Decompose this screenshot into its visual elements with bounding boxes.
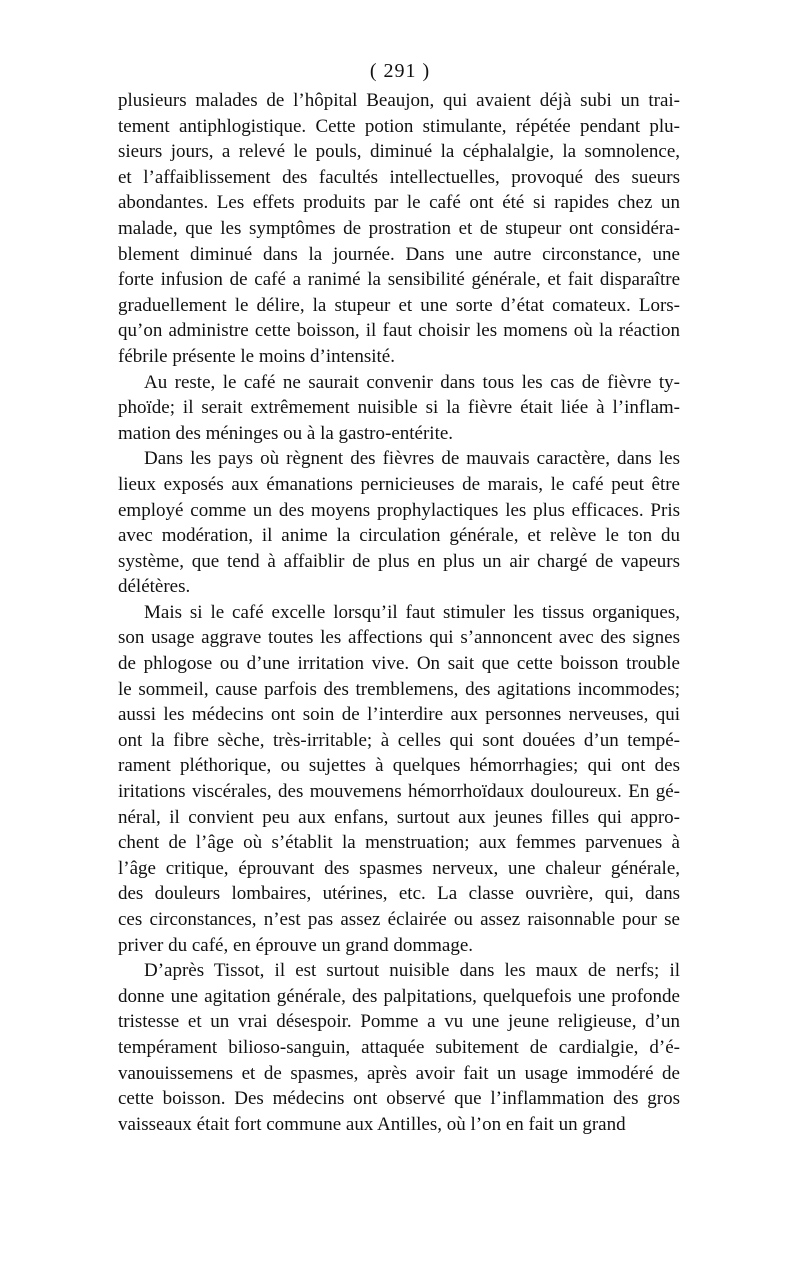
text-line: Dans les pays où règnent des fièvres de mauvais caractère, dans les <box>144 448 680 470</box>
text-line: employé comme un des moyens prophylactiques les plus efficaces. Pris <box>118 499 680 521</box>
paragraph <box>118 600 680 958</box>
text-line: l’âge critique, éprouvant des spasmes nerveux, une chaleur générale, <box>118 857 680 879</box>
text-line: D’après Tissot, il est surtout nuisible dans les maux de nerfs; il <box>144 960 680 982</box>
text-line: cette boisson. Des médecins ont observé que l’inflammation des gros <box>118 1088 680 1110</box>
text-line: Mais si le café excelle lorsqu’il faut stimuler les tissus organiques, <box>144 601 680 623</box>
text-line: avec modération, il anime la circulation générale, et relève le ton du <box>118 525 680 547</box>
text-line: plusieurs malades de l’hôpital Beaujon, qui avaient déjà subi un trai- <box>118 90 680 111</box>
text-line: système, que tend à affaiblir de plus en plus un air chargé de vapeurs <box>118 550 680 572</box>
text-line: abondantes. Les effets produits par le café ont été si rapides chez un <box>118 192 680 214</box>
text-line: sieurs jours, a relevé le pouls, diminué la céphalalgie, la somnolence, <box>118 141 680 163</box>
text-line: tristesse et un vrai désespoir. Pomme a vu une jeune religieuse, d’un <box>118 1011 680 1033</box>
paragraph <box>118 88 680 370</box>
text-line: forte infusion de café a ranimé la sensibilité générale, et fait disparaître <box>118 269 680 291</box>
text-line: malade, que les symptômes de prostration et de stupeur ont considéra- <box>118 217 680 239</box>
text-line: tement antiphlogistique. Cette potion stimulante, répétée pendant plu- <box>118 115 680 137</box>
text-line: priver du café, en éprouve un grand dommage. <box>118 934 474 956</box>
text-line: chent de l’âge où s’établit la menstruation; aux femmes parvenues à <box>118 832 680 854</box>
body-text <box>118 88 680 1137</box>
text-line: vaisseaux était fort commune aux Antilles, où l’on en fait un grand <box>118 1113 626 1135</box>
text-line: des douleurs lombaires, utérines, etc. La classe ouvrière, qui, dans <box>118 883 680 905</box>
text-line: vanouissemens et de spasmes, après avoir fait un usage immodéré de <box>118 1062 680 1084</box>
text-line: ces circonstances, n’est pas assez éclairée ou assez raisonnable pour se <box>118 909 680 930</box>
text-line: néral, il convient peu aux enfans, surtout aux jeunes filles qui appro- <box>118 806 680 828</box>
text-line: donne une agitation générale, des palpitations, quelquefois une profonde <box>118 985 680 1007</box>
text-line: blement diminué dans la journée. Dans une autre circonstance, une <box>118 243 680 265</box>
paragraph <box>118 446 680 600</box>
text-line: ont la fibre sèche, très-irritable; à celles qui sont douées d’un tempé- <box>118 729 680 751</box>
paragraph <box>118 370 680 447</box>
text-line: Au reste, le café ne saurait convenir dans tous les cas de fièvre ty- <box>144 371 680 393</box>
text-line: fébrile présente le moins d’intensité. <box>118 345 395 367</box>
text-line: aussi les médecins ont soin de l’interdire aux personnes nerveuses, qui <box>118 704 680 726</box>
text-line: mation des méninges ou à la gastro-entérite. <box>118 422 454 444</box>
text-line: qu’on administre cette boisson, il faut choisir les momens où la réaction <box>118 320 680 342</box>
text-line: lieux exposés aux émanations pernicieuses de marais, le café peut être <box>118 473 680 495</box>
text-line: et l’affaiblissement des facultés intellectuelles, provoqué des sueurs <box>118 166 680 188</box>
text-line: phoïde; il serait extrêmement nuisible si la fièvre était liée à l’inflam- <box>118 397 680 419</box>
paragraph <box>118 958 680 1137</box>
text-line: de phlogose ou d’une irritation vive. On sait que cette boisson trouble <box>118 653 680 675</box>
text-line: rament pléthorique, ou sujettes à quelques hémorrhagies; qui ont des <box>118 755 680 777</box>
text-line: son usage aggrave toutes les affections qui s’annoncent avec des signes <box>118 627 680 649</box>
text-line: tempérament bilioso-sanguin, attaquée subitement de cardialgie, d’é- <box>118 1036 680 1058</box>
text-line: iritations viscérales, des mouvemens hémorrhoïdaux douloureux. En gé- <box>118 781 680 803</box>
page-number: ( 291 ) <box>369 60 431 82</box>
text-line: délétères. <box>118 576 191 598</box>
text-line: le sommeil, cause parfois des tremblemens, des agitations incommodes; <box>118 678 680 700</box>
text-line: graduellement le délire, la stupeur et une sorte d’état comateux. Lors- <box>118 294 680 316</box>
